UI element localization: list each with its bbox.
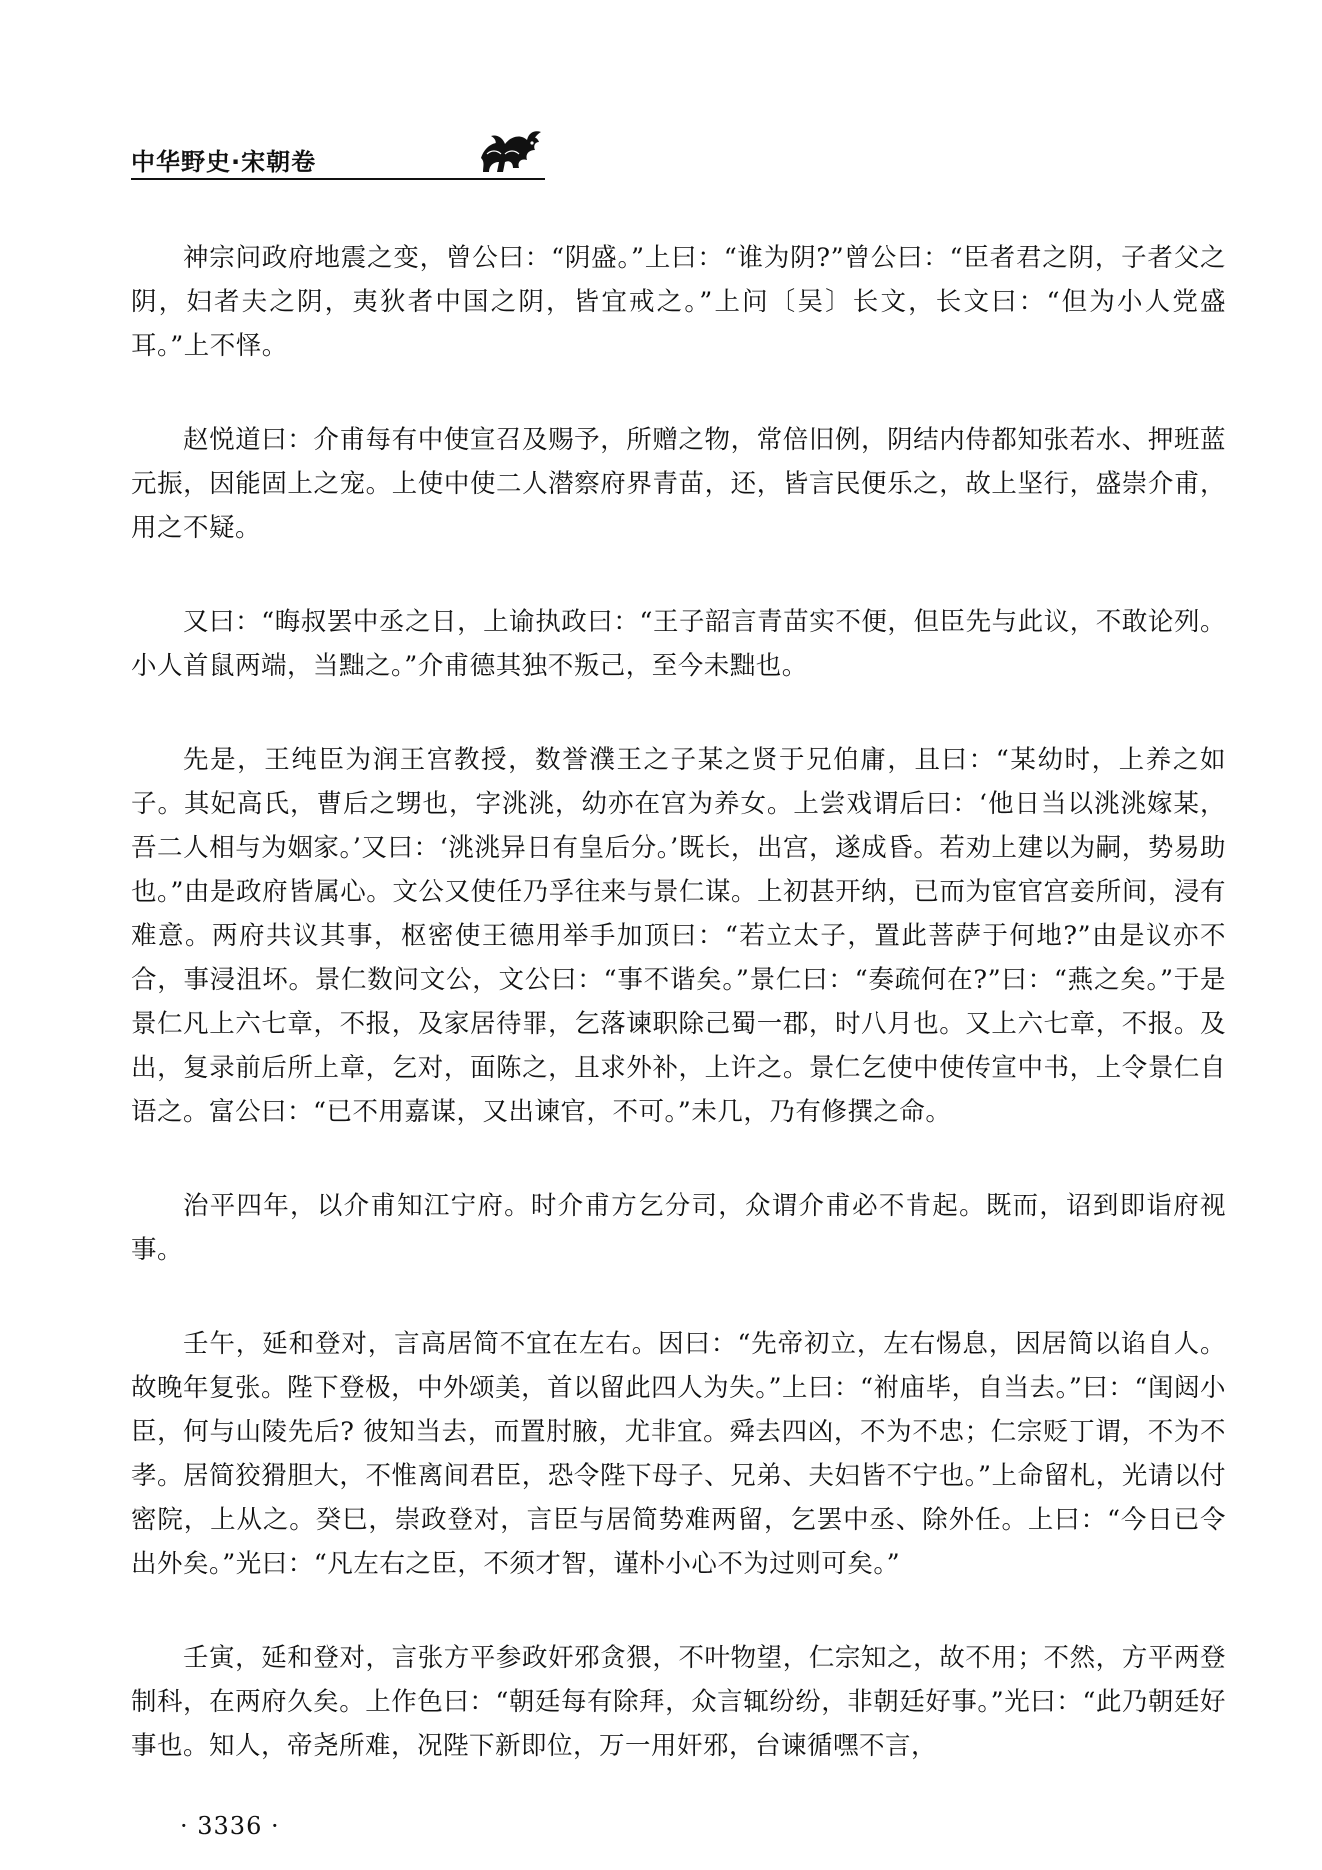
paragraph: 壬午，延和登对，言高居简不宜在左右。因曰：“先帝初立，左右惕息，因居简以谄自人。故晚年复张。陛下登极，中外颂美，首以留此四人为失。”上曰：“祔庙毕，自当去。”曰：“闺闼小臣，何与山陵先后? 彼知当去，而置肘腋，尤非宜。舜去四凶，不为不忠；仁宗贬丁谓，不为不孝。居简狡猾胆大，不惟离间君臣，恐令陛下母子、兄弟、夫妇皆不宁也。”上命留札，光请以付密院，上从之。癸巳，崇政登对，言臣与居简势难两留，乞罢中丞、除外任。上曰：“今日已令出外矣。”光曰：“凡左右之臣，不须才智，谨朴小心不为过则可矣。” <box>131 1329 1226 1579</box>
header-rule <box>131 178 545 180</box>
paragraph: 神宗问政府地震之变，曾公曰：“阴盛。”上曰：“谁为阴?”曾公曰：“臣者君之阴，子者父之阴，妇者夫之阴，夷狄者中国之阴，皆宜戒之。”上问〔吴〕长文，长文曰：“但为小人党盛耳。”上不怿。 <box>131 243 1226 361</box>
paragraph: 又曰：“晦叔罢中丞之日，上谕执政曰：“王子韶言青苗实不便，但臣先与此议，不敢论列。小人首鼠两端，当黜之。”介甫德其独不叛己，至今未黜也。 <box>131 607 1226 681</box>
running-header <box>131 128 545 184</box>
paragraph: 赵悦道曰：介甫每有中使宣召及赐予，所赠之物，常倍旧例，阴结内侍都知张若水、押班蓝元振，因能固上之宠。上使中使二人潜察府界青苗，还，皆言民便乐之，故上坚行，盛崇介甫，用之不疑。 <box>131 425 1226 543</box>
paragraph: 壬寅，延和登对，言张方平参政奸邪贪猥，不叶物望，仁宗知之，故不用；不然，方平两登制科，在两府久矣。上作色曰：“朝廷每有除拜，众言辄纷纷，非朝廷好事。”光曰：“此乃朝廷好事也。知人，帝尧所难，况陛下新即位，万一用奸邪，台谏循嘿不言， <box>131 1643 1226 1761</box>
paragraph: 治平四年，以介甫知江宁府。时介甫方乞分司，众谓介甫必不肯起。既而，诏到即诣府视事。 <box>131 1191 1226 1265</box>
page-number: · 3336 · <box>180 1812 280 1840</box>
paragraph: 先是，王纯臣为润王宫教授，数誉濮王之子某之贤于兄伯庸，且曰：“某幼时，上养之如子。其妃高氏，曹后之甥也，字洮洮，幼亦在宫为养女。上尝戏谓后曰：‘他日当以洮洮嫁某，吾二人相与为姻家。’又曰：‘洮洮异日有皇后分。’既长，出宫，遂成昏。若劝上建以为嗣，势易助也。”由是政府皆属心。文公又使任乃孚往来与景仁谋。上初甚开纳，已而为宦官宫妾所间，浸有难意。两府共议其事，枢密使王德用举手加顶曰：“若立太子，置此菩萨于何地?”由是议亦不合，事浸沮坏。景仁数问文公，文公曰：“事不谐矣。”景仁曰：“奏疏何在?”曰：“燕之矣。”于是景仁凡上六七章，不报，及家居待罪，乞落谏职除己蜀一郡，时八月也。又上六七章，不报。及出，复录前后所上章，乞对，面陈之，且求外补，上许之。景仁乞使中使传宣中书，上令景仁自语之。富公曰：“已不用嘉谋，又出谏官，不可。”未几，乃有修撰之命。 <box>131 745 1226 1127</box>
book-title: 中华野史·宋朝卷 <box>131 148 317 176</box>
dragon-icon <box>475 128 545 178</box>
body-text <box>131 236 1226 1768</box>
